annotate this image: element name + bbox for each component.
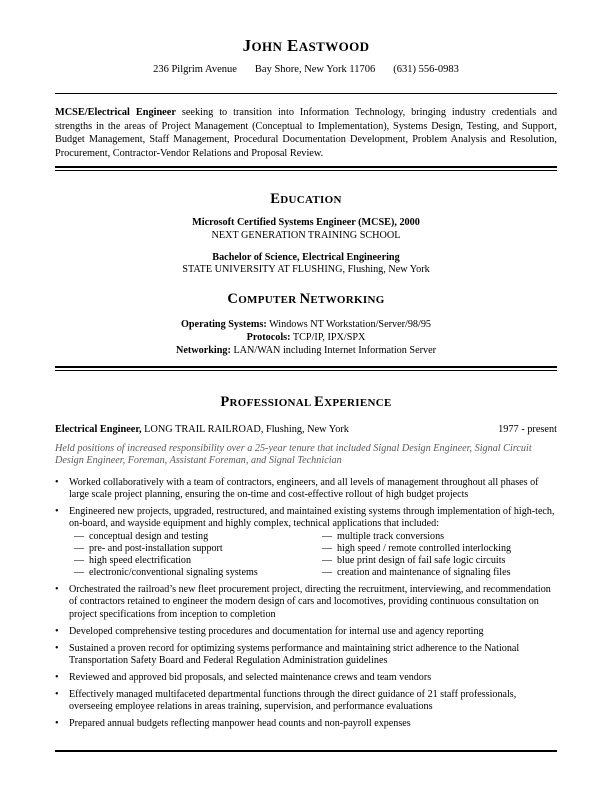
sub-list-item: — conceptual design and testing — [74, 530, 209, 542]
networking-line: Networking: LAN/WAN including Internet Information Server — [175, 345, 436, 356]
list-item: • Reviewed and approved bid proposals, and selected maintenance crews and team vendors — [55, 671, 432, 683]
summary-divider-top — [55, 166, 557, 168]
candidate-name: JOHN EASTWOOD — [242, 36, 370, 55]
sub-list-item: — high speed / remote controlled interlocking — [322, 542, 512, 554]
networking-divider-top — [55, 366, 557, 368]
sub-list-item: — high speed electrification — [74, 554, 192, 566]
networking-divider-bottom — [55, 370, 557, 371]
street-address: 236 Pilgrim Avenue — [153, 64, 237, 75]
computer-networking-heading: COMPUTER NETWORKING — [227, 291, 385, 307]
job-employer: LONG TRAIL RAILROAD, Flushing, New York — [141, 424, 349, 435]
education-heading: EDUCATION — [270, 191, 342, 207]
summary-text: seeking to transition into Information Technology, bringing industry credentials and strengths in the areas of Project Management (Conceptual to Implementation), Systems Design, Testing, and Support, Budget Management, Staff Management, Procedural Documentation Development, Problem Analysis and Resolution, Procurement, Contractor-Vendor Relations and Proposal Review. — [55, 107, 557, 159]
sub-list-item: — electronic/conventional signaling systems — [74, 567, 258, 579]
sub-list-item: — creation and maintenance of signaling files — [322, 567, 511, 579]
list-item: • Developed comprehensive testing procedures and documentation for internal use and agency reporting — [55, 625, 484, 637]
school-state-university: STATE UNIVERSITY AT FLUSHING, Flushing, New York — [182, 264, 430, 275]
summary-divider-bottom — [55, 170, 557, 171]
summary-paragraph — [55, 106, 557, 160]
protocols-line: Protocols: TCP/IP, IPX/SPX — [246, 332, 366, 343]
sub-list-item: — blue print design of fail safe logic circuits — [322, 554, 506, 566]
responsibility-list — [55, 477, 557, 735]
list-item: • Sustained a proven record for optimizing systems performance and maintaining strict adherence to the National Transportation Safety Board and Federal Regulation Administration guidelines — [55, 642, 520, 666]
list-item: • Effectively managed multifaceted departmental functions through the direct guidance of 21 staff professionals, overseeing employee relations in areas training, supervision, and performance evaluations — [55, 688, 517, 712]
professional-experience-heading: PROFESSIONAL EXPERIENCE — [220, 394, 392, 410]
list-item: • Prepared annual budgets reflecting manpower head counts and non-payroll expenses — [55, 717, 411, 729]
job-description: Held positions of increased responsibility over a 25-year tenure that included Signal Design Engineer, Signal Circuit Design Engineer, Foreman, Assistant Foreman, and Signal Technician — [55, 443, 532, 467]
city-state-zip: Bay Shore, New York 11706 — [254, 64, 376, 75]
header-divider — [55, 93, 557, 94]
list-item: • Worked collaboratively with a team of contractors, engineers, and all levels of management throughout all phases of large scale project planning, ensuring the on-time and cost-effective rollout of high budget projects — [55, 477, 539, 501]
sub-list-item: — multiple track conversions — [322, 530, 445, 542]
degree-mcse: Microsoft Certified Systems Engineer (MCSE), 2000 — [192, 217, 420, 228]
job-header — [55, 424, 557, 435]
list-item: • Engineered new projects, upgraded, restructured, and maintained existing systems through implementation of high-tech, on-board, and wayside equipment and highly complex, technical applications that included: — conceptual design and testing — multiple track conversions — pre- and post-installation support — high speed / remote controlled interlocking — high speed electrification — blue print design of fail safe logic circuits — electronic/conventional signaling systems — creation and maintenance of signaling files — [55, 506, 557, 579]
phone-number: (631) 556-0983 — [393, 64, 459, 75]
job-dates: 1977 - present — [498, 424, 557, 435]
contact-line — [0, 64, 612, 75]
sub-list-item: — pre- and post-installation support — [74, 542, 223, 554]
operating-systems-line: Operating Systems: Windows NT Workstation/Server/98/95 — [180, 319, 432, 330]
footer-divider — [55, 750, 557, 752]
degree-bs: Bachelor of Science, Electrical Engineering — [212, 252, 400, 263]
summary-title: MCSE/Electrical Engineer — [55, 107, 176, 118]
applications-sublist — [55, 531, 557, 580]
list-item: • Orchestrated the railroad’s new fleet procurement project, directing the recruitment, interviewing, and recommendation of contractors retained to engineer the modern design of cars and locomotives, providing continuous consultation on project specifications from inception to completion — [55, 584, 551, 620]
school-next-generation: NEXT GENERATION TRAINING SCHOOL — [211, 230, 401, 241]
job-title: Electrical Engineer, — [55, 424, 142, 435]
